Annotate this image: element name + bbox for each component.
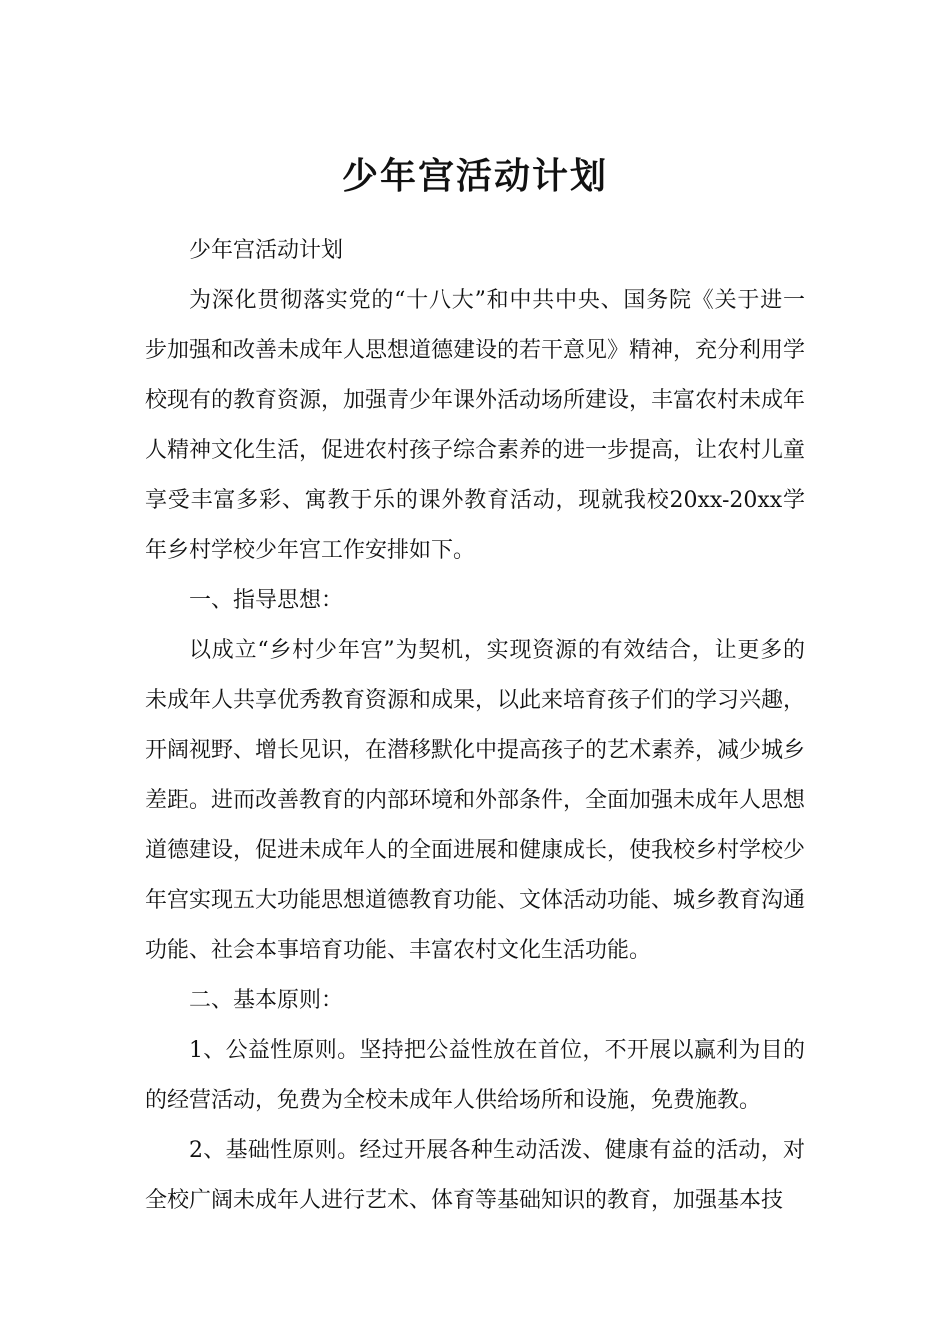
- paragraph-principle-2: 2、基础性原则。经过开展各种生动活泼、健康有益的活动，对全校广阔未成年人进行艺术、体育等基础知识的教育，加强基本技: [145, 1138, 805, 1213]
- paragraph-guiding-thought: 以成立“乡村少年宫”为契机，实现资源的有效结合，让更多的未成年人共享优秀教育资源和成果，以此来培育孩子们的学习兴趣，开阔视野、增长见识，在潜移默化中提高孩子的艺术素养，减少城乡差距。进而改善教育的内部环境和外部条件，全面加强未成年人思想道德建设，促进未成年人的全面进展和健康成长，使我校乡村学校少年宫实现五大功能思想道德教育功能、文体活动功能、城乡教育沟通功能、社会本事培育功能、丰富农村文化生活功能。: [145, 638, 806, 963]
- document-body: [145, 226, 805, 1226]
- paragraph-subtitle: 少年宫活动计划: [189, 238, 344, 263]
- section-heading-guiding-thought: 一、指导思想：: [189, 588, 344, 613]
- section-heading-basic-principles: 二、基本原则：: [189, 988, 344, 1013]
- document-title: 少年宫活动计划: [341, 156, 608, 198]
- paragraph-principle-1: 1、公益性原则。坚持把公益性放在首位，不开展以赢利为目的的经营活动，免费为全校未成年人供给场所和设施，免费施教。: [145, 1038, 805, 1113]
- paragraph-intro: 为深化贯彻落实党的“十八大”和中共中央、国务院《关于进一步加强和改善未成年人思想道德建设的若干意见》精神，充分利用学校现有的教育资源，加强青少年课外活动场所建设，丰富农村未成年人精神文化生活，促进农村孩子综合素养的进一步提高，让农村儿童享受丰富多彩、寓教于乐的课外教育活动，现就我校20xx-20xx学年乡村学校少年宫工作安排如下。: [145, 288, 806, 563]
